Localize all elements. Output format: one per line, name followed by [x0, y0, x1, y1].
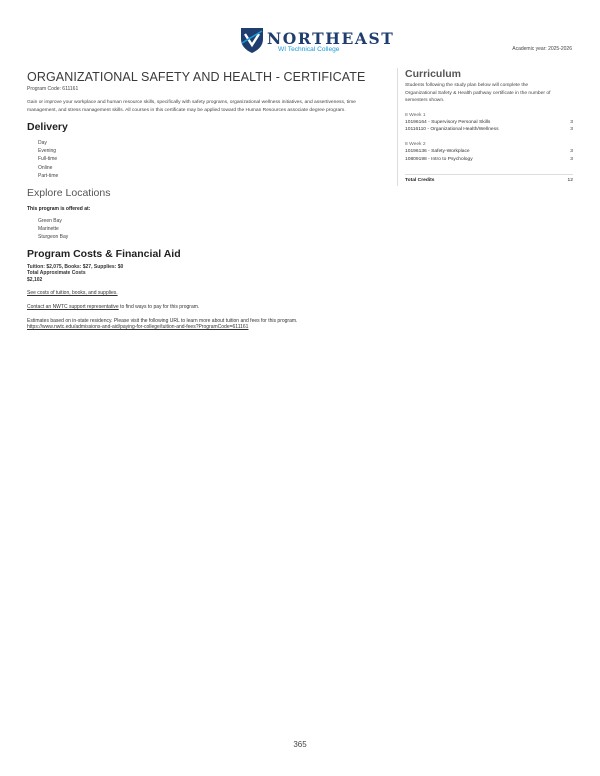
course-row — [405, 126, 573, 134]
location-item: Green Bay — [38, 218, 62, 225]
course-row — [405, 148, 573, 156]
contact-support-link[interactable]: Contact an NWTC support representative — [27, 304, 119, 310]
delivery-item: Day — [38, 140, 47, 146]
curriculum-sidebar — [397, 68, 573, 186]
program-main-content — [27, 70, 387, 331]
total-credits-label: Total Credits — [405, 178, 435, 184]
location-item: Sturgeon Bay — [38, 234, 69, 241]
program-title: ORGANIZATIONAL SAFETY AND HEALTH - CERTIFICATE — [27, 70, 366, 84]
course-name: 10196164 - Supervisory Personal Skills — [405, 119, 491, 125]
delivery-item: Part-time — [38, 172, 59, 179]
estimate-note: Estimates based on in-state residency. Please visit the following URL to learn more about tuition and fees for this program. — [27, 317, 298, 324]
total-credits-value: 12 — [567, 178, 573, 184]
total-credits-row — [405, 174, 573, 184]
course-credits: 3 — [570, 148, 573, 154]
course-credits: 3 — [570, 156, 573, 162]
curriculum-intro: Students following the study plan below will complete the Organizational Safety & Health pathway certificate in the number of semesters shown. — [405, 83, 551, 104]
logo-name: NORTHEAST — [267, 29, 395, 48]
costs-breakdown: Tuition: $2,075, Books: $27, Supplies: $0 — [27, 263, 124, 270]
locations-list — [27, 217, 387, 242]
course-name: 10809198 - Intro to Psychology — [405, 156, 473, 162]
northeast-logo-icon — [240, 26, 264, 54]
locations-heading: Explore Locations — [27, 187, 111, 200]
logo-subtitle: WI Technical College — [278, 46, 340, 53]
offered-at-label: This program is offered at: — [27, 206, 91, 213]
program-code: Program Code: 611161 — [27, 86, 79, 92]
costs-link[interactable]: See costs of tuition, books, and supplies. — [27, 290, 118, 297]
delivery-item: Online — [38, 164, 53, 171]
course-row — [405, 119, 573, 127]
total-costs-value: $2,102 — [27, 276, 43, 283]
term-label: 8 Week 1 — [405, 112, 426, 118]
course-credits: 3 — [570, 119, 573, 125]
delivery-heading: Delivery — [27, 121, 68, 133]
tuition-url-link[interactable]: https://www.nwtc.edu/admissions-and-aid/paying-for-college/tuition-and-fees?ProgramCode=611161 — [27, 324, 249, 331]
delivery-item: Full-time — [38, 156, 58, 163]
term-label: 8 Week 2 — [405, 141, 426, 147]
page-number: 365 — [293, 740, 307, 749]
total-costs-label: Total Approximate Costs — [27, 270, 86, 277]
course-credits: 3 — [570, 127, 573, 133]
curriculum-heading: Curriculum — [405, 68, 462, 80]
program-description: Gain or improve your workplace and human resource skills, specifically with safety programs, organizational wellness initiatives, and assertiveness, time management, and stress management skills. All courses in this certificate may be applied toward the Human Resources associate degree program. — [27, 100, 356, 113]
course-name: 10116110 - Organizational Health/Wellness — [405, 127, 499, 133]
delivery-item: Evening — [38, 148, 57, 155]
contact-support-text: to find ways to pay for this program. — [118, 304, 200, 310]
costs-heading: Program Costs & Financial Aid — [27, 247, 181, 260]
delivery-list — [27, 139, 387, 180]
course-name: 10196136 - Safety-Workplace — [405, 148, 470, 154]
course-row — [405, 156, 573, 164]
location-item: Marinette — [38, 226, 59, 233]
academic-year: Academic year: 2025-2026 — [512, 46, 572, 52]
college-logo[interactable] — [240, 26, 395, 56]
page-header — [0, 0, 600, 62]
